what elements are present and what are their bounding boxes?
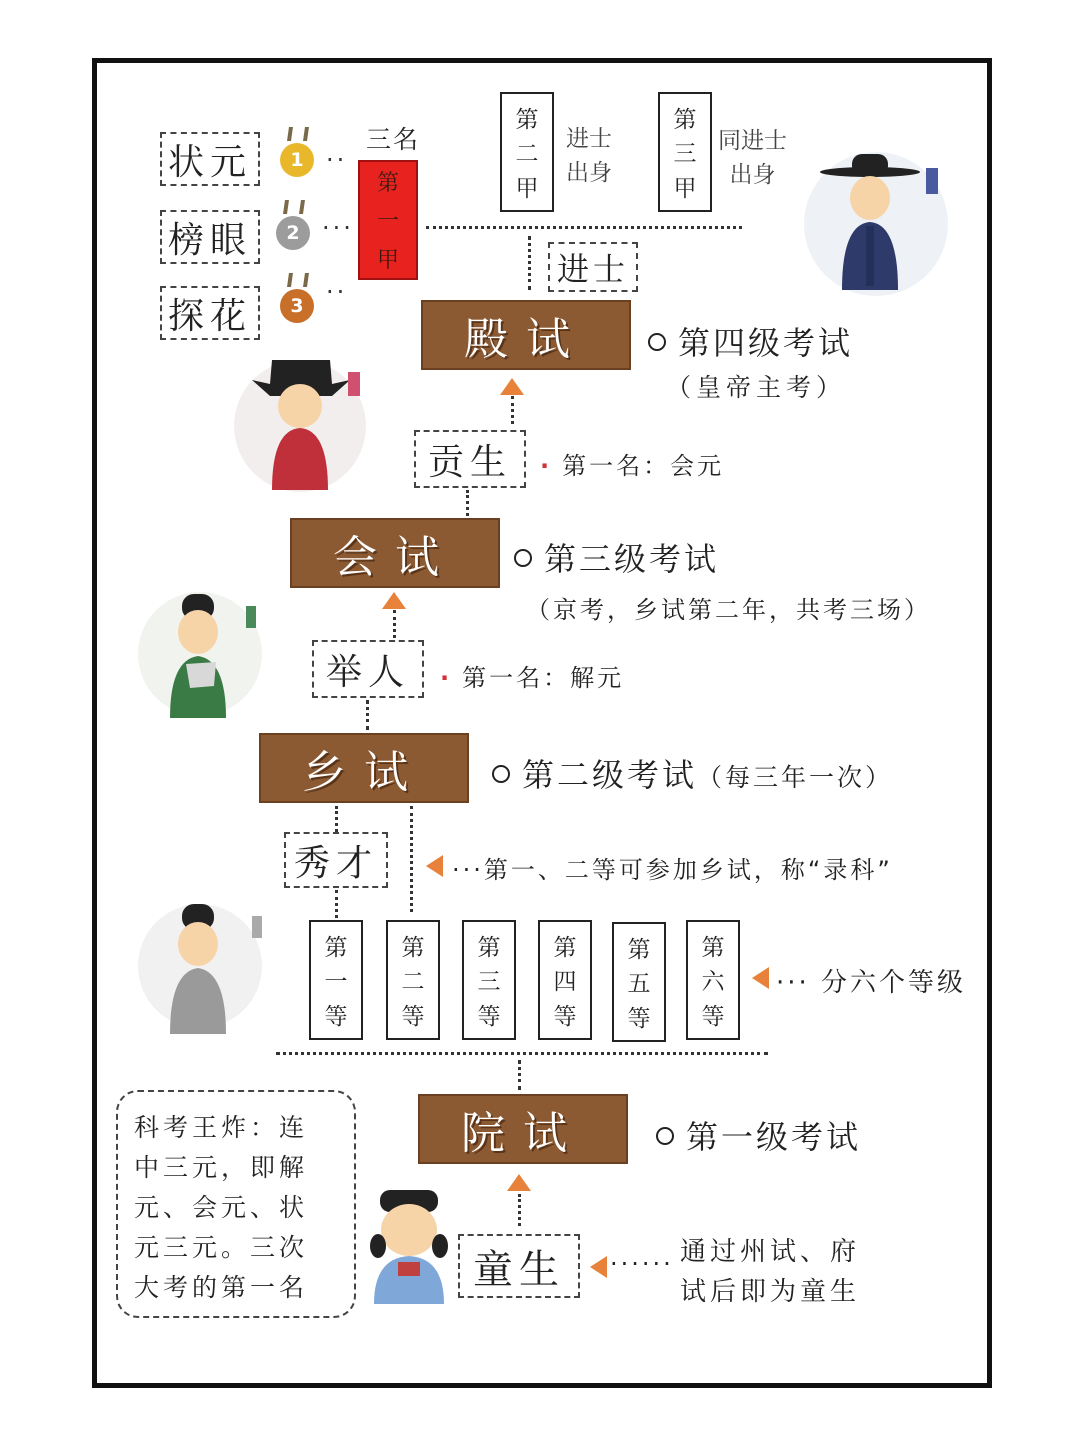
dianshi-note — [648, 318, 853, 364]
medal-number: 1 — [290, 149, 304, 171]
bullet-circle-icon — [492, 765, 510, 783]
tongsheng-note-line: 试后即为童生 — [680, 1277, 861, 1307]
grade-char: 第 — [627, 936, 651, 963]
gongsheng-note — [540, 446, 724, 481]
gongsheng-label: 贡生 — [427, 441, 512, 483]
rank-label: 榜眼 — [167, 219, 252, 261]
grade-box — [386, 920, 440, 1040]
connector-line — [511, 396, 514, 424]
connector-line — [393, 610, 396, 638]
connector-line — [410, 806, 413, 912]
grade-char: 第 — [701, 934, 725, 961]
juren-note — [440, 658, 624, 693]
second-class-note-line: 出身 — [566, 160, 612, 186]
connector-line — [466, 490, 469, 516]
connector-line — [528, 236, 531, 290]
rank-zhuangyuan — [160, 132, 260, 186]
scholar-red-figure-icon — [222, 340, 382, 500]
rank-tanhua — [160, 286, 260, 340]
arrow-left-icon — [426, 855, 443, 877]
juren-box — [312, 640, 424, 698]
side-note-box — [116, 1090, 356, 1318]
side-note-line: 中三元，即解 — [134, 1153, 309, 1182]
third-class-box — [658, 92, 712, 212]
connector-dots: ··· — [322, 214, 354, 242]
scholar-green-figure-icon — [130, 576, 280, 726]
exam-huishi — [290, 518, 500, 588]
xiangshi-note-paren: （每三年一次） — [697, 763, 894, 792]
bullet-dot-icon: · — [440, 664, 453, 692]
yuanshi-note-text: 第一级考试 — [686, 1118, 862, 1156]
xiucai-label: 秀才 — [293, 842, 378, 884]
grade-box — [462, 920, 516, 1040]
bullet-dot-icon: · — [540, 452, 553, 480]
rank-bangyan — [160, 210, 260, 264]
second-class-note-line: 进士 — [566, 126, 612, 152]
grade-char: 六 — [701, 969, 725, 996]
bronze-medal-icon — [280, 289, 314, 323]
dianshi-sub: （皇帝主考） — [666, 373, 847, 402]
xiangshi-note-text: 第二级考试 — [522, 756, 698, 794]
tongsheng-label: 童生 — [473, 1246, 565, 1293]
grade-box — [309, 920, 363, 1040]
first-class-char: 甲 — [376, 248, 399, 274]
silver-medal-icon — [276, 216, 310, 250]
gongsheng-box — [414, 430, 526, 488]
bullet-circle-icon — [648, 333, 666, 351]
juren-note-text: 第一名：解元 — [462, 664, 625, 692]
second-class-char: 二 — [515, 141, 539, 168]
gold-medal-icon — [280, 143, 314, 177]
jinshi-box — [548, 242, 638, 292]
exam-name: 乡试 — [302, 747, 426, 798]
grade-char: 四 — [553, 969, 577, 996]
second-class-char: 第 — [515, 106, 539, 133]
bullet-circle-icon — [656, 1127, 674, 1145]
second-class-box — [500, 92, 554, 212]
medal-number: 3 — [290, 295, 304, 317]
connector-dots: ·· — [326, 278, 348, 306]
student-figure-icon — [364, 1186, 454, 1306]
tongsheng-note — [680, 1232, 860, 1312]
exam-name: 殿试 — [464, 314, 588, 365]
grade-box — [538, 920, 592, 1040]
xiangshi-note — [492, 750, 893, 796]
official-figure-icon — [790, 140, 970, 300]
grade-char: 第 — [477, 934, 501, 961]
huishi-note-text: 第三级考试 — [544, 540, 720, 578]
grade-char: 第 — [324, 934, 348, 961]
connector-line — [366, 700, 369, 730]
grade-char: 一 — [324, 969, 348, 996]
yuanshi-note — [656, 1112, 861, 1158]
side-note-line: 元、会元、状 — [134, 1193, 309, 1222]
third-class-char: 第 — [673, 106, 697, 133]
second-class-char: 甲 — [515, 176, 539, 203]
exam-yuanshi — [418, 1094, 628, 1164]
connector-line — [426, 226, 742, 229]
medal-number: 2 — [286, 222, 300, 244]
bullet-circle-icon — [514, 549, 532, 567]
first-class-char: 第 — [376, 170, 399, 196]
third-class-char: 三 — [673, 141, 697, 168]
grade-char: 第 — [401, 934, 425, 961]
exam-dianshi — [421, 300, 631, 370]
juren-label: 举人 — [325, 651, 410, 693]
connector-dots: ·· — [326, 146, 348, 174]
exam-name: 会试 — [333, 532, 457, 583]
arrow-up-icon — [500, 378, 524, 395]
third-class-char: 甲 — [673, 176, 697, 203]
connector-line — [335, 806, 338, 832]
tongsheng-box — [458, 1234, 580, 1298]
side-note-line: 大考的第一名 — [134, 1273, 309, 1302]
san-ming-label: 三名 — [366, 125, 421, 154]
connector-line — [518, 1194, 521, 1226]
connector-line — [335, 890, 338, 918]
rank-label: 探花 — [167, 295, 252, 337]
arrow-up-icon — [382, 592, 406, 609]
grade-char: 三 — [477, 969, 501, 996]
arrow-up-icon — [507, 1174, 531, 1191]
tongsheng-note-line: 通过州试、府 — [680, 1237, 861, 1267]
third-class-note — [718, 124, 787, 192]
third-class-note-line: 出身 — [729, 162, 776, 188]
dianshi-note-text: 第四级考试 — [678, 324, 854, 362]
grade-char: 等 — [701, 1004, 725, 1031]
grade-box — [612, 922, 666, 1042]
grade-char: 五 — [627, 971, 651, 998]
xiucai-note: ···第一、二等可参加乡试，称“录科” — [452, 856, 893, 884]
medal-ribbon — [283, 200, 305, 214]
grade-char: 二 — [401, 969, 425, 996]
second-class-note — [566, 122, 612, 190]
grade-char: 第 — [553, 934, 577, 961]
arrow-left-icon — [752, 967, 769, 989]
gongsheng-note-text: 第一名：会元 — [562, 452, 725, 480]
exam-name: 院试 — [461, 1108, 585, 1159]
third-class-note-line: 同进士 — [718, 128, 787, 154]
xiucai-box — [284, 832, 388, 888]
jinshi-label: 进士 — [556, 250, 629, 288]
grade-char: 等 — [477, 1004, 501, 1031]
first-class-box — [358, 160, 418, 280]
first-class-char: 一 — [376, 209, 399, 235]
huishi-note — [514, 534, 719, 580]
rank-label: 状元 — [167, 141, 252, 183]
side-note-line: 科考王炸：连 — [134, 1113, 309, 1142]
connector-line — [518, 1060, 521, 1090]
grade-char: 等 — [324, 1004, 348, 1031]
medal-ribbon — [287, 273, 309, 287]
exam-xiangshi — [259, 733, 469, 803]
connector-dots: ······ — [610, 1250, 674, 1278]
connector-line — [276, 1052, 768, 1055]
grade-char: 等 — [553, 1004, 577, 1031]
grade-char: 等 — [401, 1004, 425, 1031]
huishi-sub: （京考，乡试第二年，共考三场） — [526, 596, 931, 624]
grade-char: 等 — [627, 1006, 651, 1033]
scholar-gray-figure-icon — [130, 888, 280, 1038]
grades-note: ··· 分六个等级 — [776, 968, 967, 998]
medal-ribbon — [287, 127, 309, 141]
arrow-left-icon — [590, 1256, 607, 1278]
side-note-line: 元三元。三次 — [134, 1233, 309, 1262]
grade-box — [686, 920, 740, 1040]
